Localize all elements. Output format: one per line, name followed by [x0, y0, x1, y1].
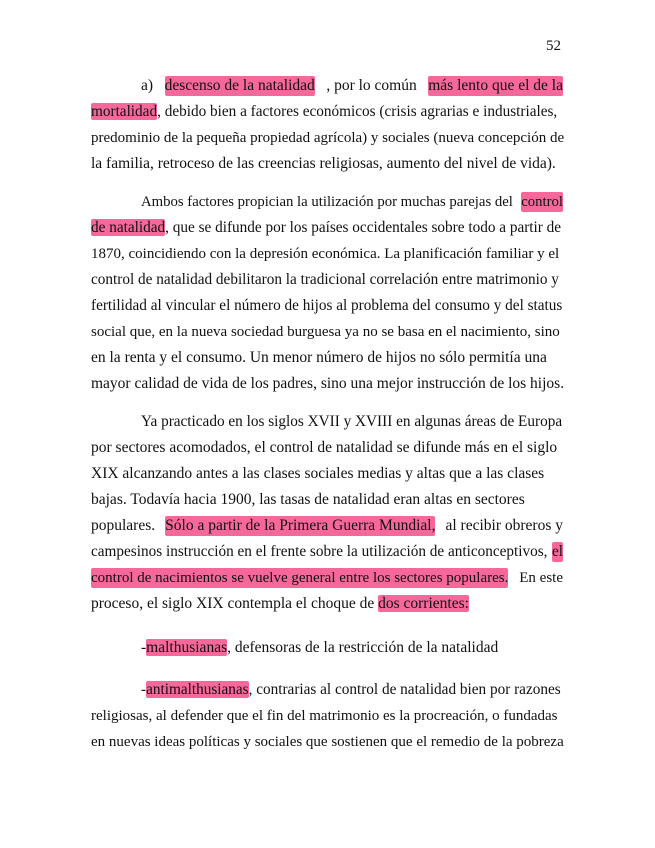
text-line: la familia, retroceso de las creencias religiosas, aumento del nivel de vida).: [91, 155, 556, 172]
text-line: control de natalidad debilitaron la tradicional correlación entre matrimonio y: [91, 271, 559, 288]
text-line: a) descenso de la natalidad , por lo común más lento que el de la: [141, 77, 563, 94]
text-line: en nuevas ideas políticas y sociales que sostienen que el remedio de la pobreza: [91, 734, 564, 750]
text-line: campesinos instrucción en el frente sobre la utilización de anticonceptivos, el: [91, 543, 563, 560]
highlight: el: [551, 543, 563, 560]
text-line: fertilidad al vincular el número de hijos al problema del consumo y del status: [91, 297, 563, 314]
text-line: -antimalthusianas, contrarias al control de natalidad bien por razones: [141, 681, 561, 698]
highlight: Sólo a partir de la Primera Guerra Mundial,: [165, 517, 436, 534]
highlight: de natalidad: [91, 219, 166, 236]
highlight: más lento que el de la: [428, 77, 563, 94]
text-line: 1870, coincidiendo con la depresión económica. La planificación familiar y el: [91, 246, 560, 262]
page-number: 52: [546, 38, 561, 54]
highlight: dos corrientes:: [378, 595, 469, 612]
text-line: bajas. Todavía hacia 1900, las tasas de natalidad eran altas en sectores: [91, 491, 525, 508]
highlight: control: [521, 194, 563, 210]
highlight: control de nacimientos se vuelve general entre los sectores populares.: [91, 570, 509, 586]
text-line: religiosas, al defender que el fin del matrimonio es la procreación, o fundadas: [91, 708, 558, 724]
text-line: predominio de la pequeña propiedad agrícola) y sociales (nueva concepción de: [91, 130, 565, 146]
text-line: social que, en la nueva sociedad burguesa ya no se basa en el nacimiento, sino: [91, 324, 560, 340]
text-line: Ya practicado en los siglos XVII y XVIII en algunas áreas de Europa: [141, 413, 563, 430]
highlight: mortalidad: [91, 103, 158, 120]
highlight: descenso de la natalidad: [164, 77, 315, 94]
text-line: mayor calidad de vida de los padres, sino una mejor instrucción de los hijos.: [91, 375, 565, 392]
highlight: malthusianas: [146, 639, 228, 656]
text-line: en la renta y el consumo. Un menor número de hijos no sólo permitía una: [91, 349, 547, 366]
list-item-malthusianas: -malthusianas, defensoras de la restricción de la natalidad: [141, 639, 499, 656]
text-line: Ambos factores propician la utilización por muchas parejas del control: [141, 194, 563, 210]
text-line: por sectores acomodados, el control de natalidad se difunde más en el siglo: [91, 439, 558, 456]
text-line: de natalidad, que se difunde por los países occidentales sobre todo a partir de: [91, 219, 562, 236]
text-line: populares. Sólo a partir de la Primera Guerra Mundial, al recibir obreros y: [91, 517, 563, 534]
text-line: control de nacimientos se vuelve general entre los sectores populares. En este: [91, 570, 563, 586]
text-line: proceso, el siglo XIX contempla el choque de dos corrientes:: [91, 595, 469, 612]
text-line: mortalidad, debido bien a factores económicos (crisis agrarias e industriales,: [91, 103, 558, 120]
highlight: antimalthusianas: [146, 681, 249, 698]
text-line: XIX alcanzando antes a las clases sociales medias y altas que a las clases: [91, 465, 545, 482]
